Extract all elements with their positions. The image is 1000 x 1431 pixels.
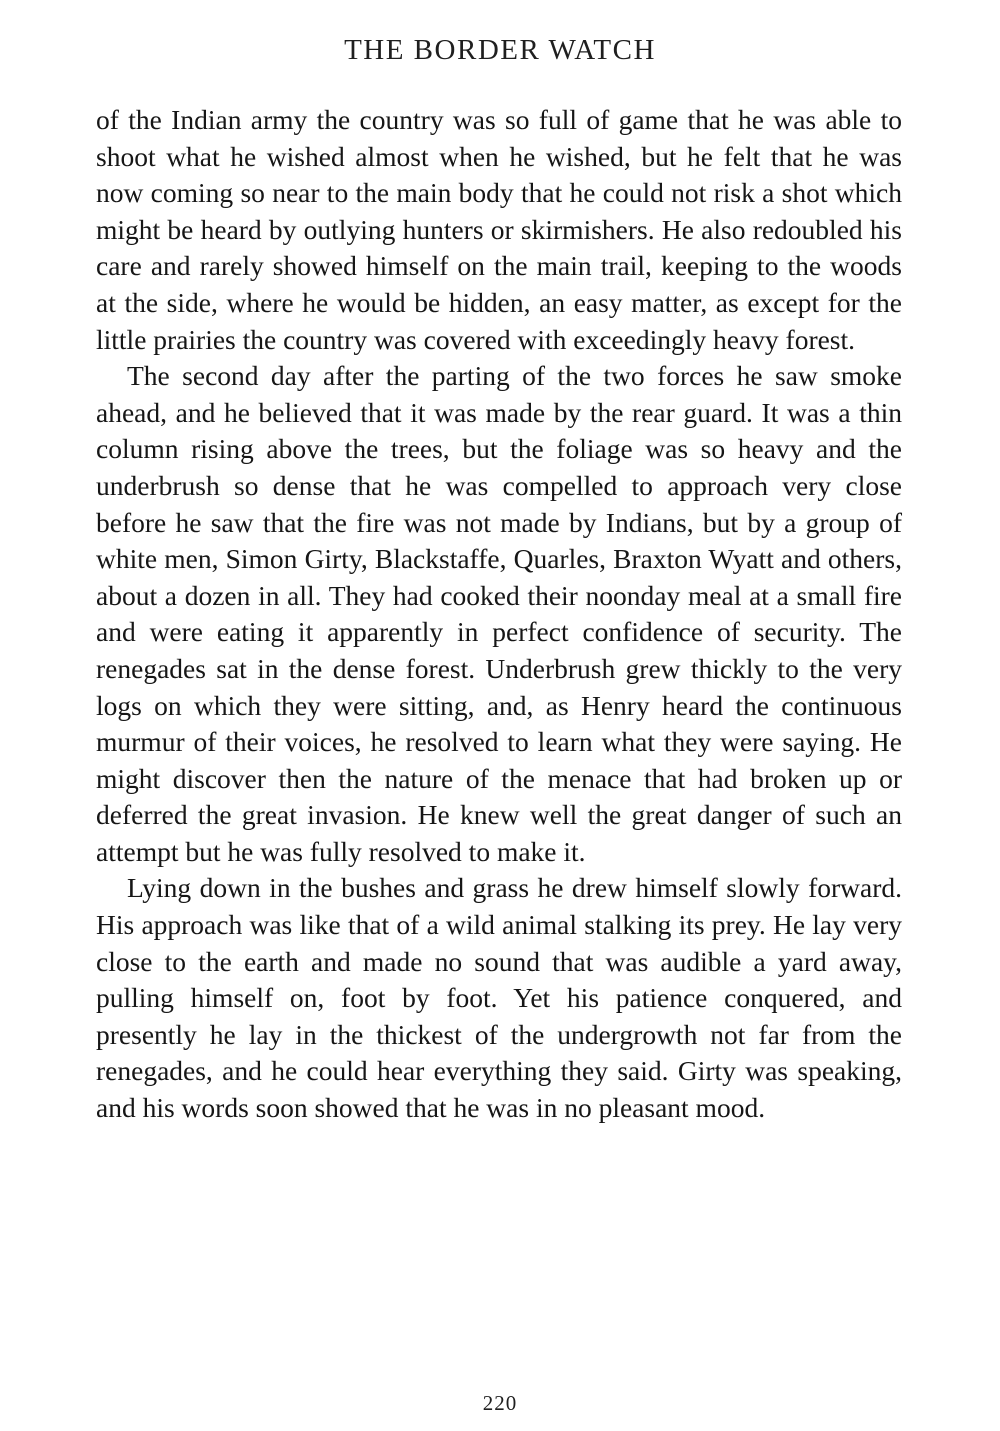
running-header-title: THE BORDER WATCH: [344, 34, 656, 66]
paragraph: Lying down in the bushes and grass he drew himself slowly forward. His approach was like that of a wild animal stalking its prey. He lay very close to the earth and made no sound that was audible a yard away, pulling himself on, foot by foot. Yet his patience conquered, and presently he lay in the thickest of the undergrowth not far from the renegades, and he could hear everything they said. Girty was speaking, and his words soon showed that he was in no pleasant mood.: [96, 872, 902, 1124]
paragraph: The second day after the parting of the two forces he saw smoke ahead, and he believed that it was made by the rear guard. It was a thin column rising above the trees, but the foliage was so heavy and the underbrush so dense that he was compelled to approach very close before he saw that the fire was not made by Indians, but by a group of white men, Simon Girty, Blackstaffe, Quarles, Braxton Wyatt and others, about a dozen in all. They had cooked their noonday meal at a small fire and were eating it apparently in perfect confidence of security. The renegades sat in the dense forest. Underbrush grew thickly to the very logs on which they were sitting, and, as Henry heard the continuous murmur of their voices, he resolved to learn what they were saying. He might discover then the nature of the menace that had broken up or deferred the great invasion. He knew well the great danger of such an attempt but he was fully resolved to make it.: [96, 360, 902, 867]
body-text: [96, 102, 902, 1127]
page-number: 220: [482, 1391, 518, 1415]
paragraph-continued: of the Indian army the country was so full of game that he was able to shoot what he wished almost when he wished, but he felt that he was now coming so near to the main body that he could not risk a shot which might be heard by outlying hunters or skirmishers. He also redoubled his care and rarely showed himself on the main trail, keeping to the woods at the side, where he would be hidden, an easy matter, as except for the little prairies the country was covered with exceedingly heavy forest.: [96, 104, 902, 355]
